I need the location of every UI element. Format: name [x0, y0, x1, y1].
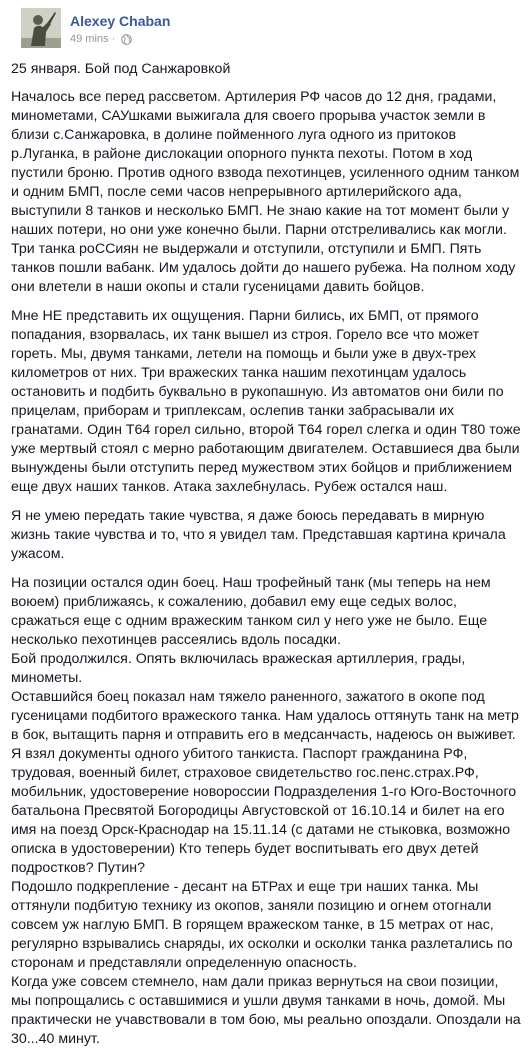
post-paragraph-4: На позиции остался один боец. Наш трофейный танк (мы теперь на нем воюем) приближаясь, к сожалению, добавил ему еще седых волос, сражаться еще с одним вражеским танком сил у него уже не было. Еще несколько пехотинцев рассеялись вдоль посадки. Бой продолжился. Опять включилась вражеская артиллерия, грады, минометы. Оставшийся боец показал нам тяжело раненного, зажатого в окопе под гусеницами подбитого вражеского танка. Нам удалось оттянуть танк на метр в бок, вытащить парня и отправить его в медсанчасть, надеюсь он выживет. Я взял документы одного убитого танкиста. Паспорт гражданина РФ, трудовая, военный билет, страховое свидетельство гос.пенс.страх.РФ, мобильник, удостоверение новороссии Подразделения 1-го Юго-Восточного батальона Пресвятой Богородицы Августовской от 16.10.14 и билет на его имя на поезд Орск-Краснодар на 15.11.14 (с датами не стыковка, возможно описка в удостоверении) Кто теперь будет воспитывать его двух детей подростков? Путин? Подошло подкрепление - десант на БТРах и еще три наших танка. Мы оттянули подбитую технику из окопов, заняли позицию и огнем отогнали совсем уж наглую БМП. В горящем вражеском танке, в 15 метрах от нас, регулярно взрывались снаряды, их осколки и осколки танка разлетались по сторонам и представляли определенную опасность. Когда уже совсем стемнело, нам дали приказ вернуться на свои позиции, мы попрощались с оставшимися и ушли двумя танками в ночь, домой. Мы практически не учавствовали в том бою, мы реально опоздали. Опоздали на 30...40 минут.	[11, 575, 521, 1047]
post-meta	[70, 33, 132, 45]
post-header	[10, 0, 522, 54]
author-name-link[interactable]: Alexey Chaban	[70, 13, 171, 29]
post-title: 25 января. Бой под Санжаровкой	[11, 61, 231, 77]
post-paragraph-1: Началось все перед рассветом. Артилерия РФ часов до 12 дня, градами, минометами, САУшками выжигала для своего прорыва участок земли в близи с.Санжаровка, в долине пойменного луга одного из притоков р.Луганка, в районе дислокации опорного пункта пехоты. Потом в ход пустили броню. Против одного взвода пехотинцев, усиленного одним танком и одним БМП, после семи часов непрерывного артилерийского ада, выступили 8 танков и несколько БМП. Не знаю какие на тот момент были у наших потери, но они уже конечно были. Парни отстреливались как могли. Три танка роССиян не выдержали и отступили, отступили и БМП. Пять танков пошли вабанк. Им удалось дойти до нашего рубежа. На полном ходу они влетели в наши окопы и стали гусеницами давить бойцов.	[11, 89, 520, 295]
avatar-image-icon	[21, 8, 61, 48]
globe-icon[interactable]	[121, 34, 132, 45]
meta-separator: ·	[111, 33, 116, 46]
post-paragraph-2: Мне НЕ представить их ощущения. Парни бились, их БМП, от прямого попадания, взорвалась, их танк вышел из строя. Горело все что может гореть. Мы, двумя танками, летели на помощь и были уже в двух-трех километров от них. Три вражеских танка нашим пехотинцам удалось остановить и подбить буквально в рукопашную. Из автоматов они били по прицелам, приборам и триплексам, ослепив танки забрасывали их гранатами. Один Т64 горел сильно, второй Т64 горел слегка и один Т80 тоже уже мертвый стоял с мерно работающим двигателем. Оставшиеся два были вынуждены были отступить перед мужеством этих бойцов и приближением еще двух наших танков. Атака захлебнулась. Рубеж остался наш.	[11, 308, 521, 495]
post-paragraph-3: Я не умею передать такие чувства, я даже боюсь передавать в мирную жизнь такие чувства и то, что я увидел там. Представшая картина кричала ужасом.	[11, 508, 506, 562]
post-timestamp[interactable]: 49 mins	[70, 33, 109, 46]
post-content	[10, 60, 522, 1049]
avatar[interactable]	[21, 8, 61, 48]
